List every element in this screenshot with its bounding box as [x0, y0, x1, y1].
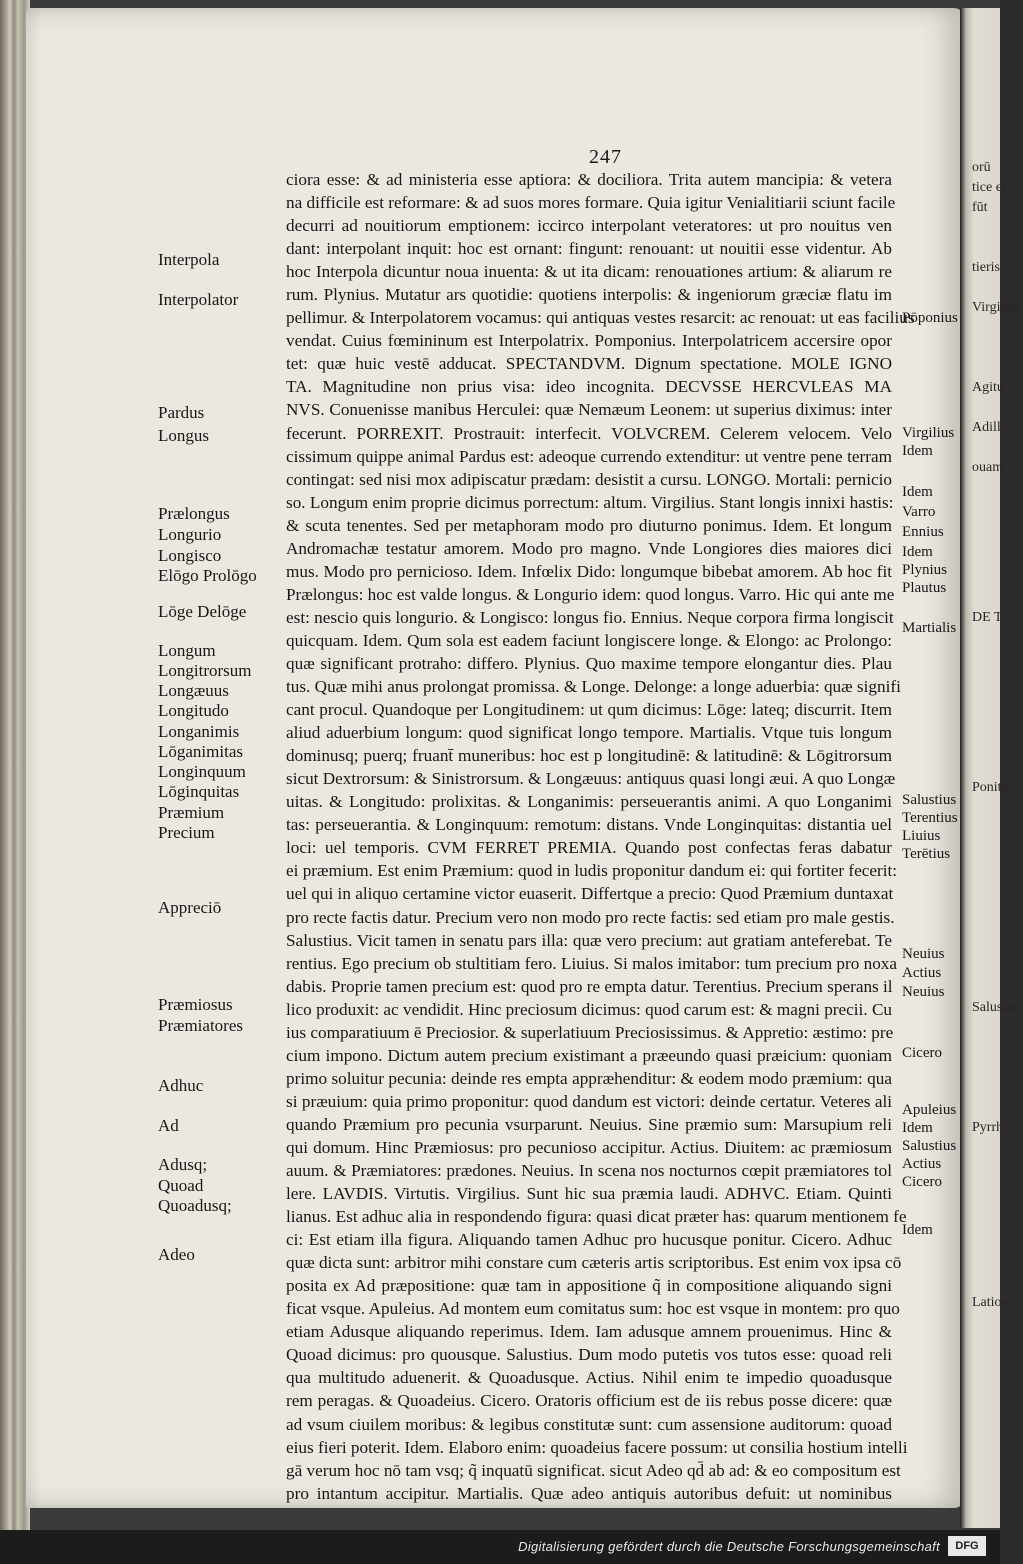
text-line: quæ dicta sunt: arbitror mihi constare cum cæteris artis scriptoribus. Est enim vox ipsa cō	[286, 1253, 902, 1273]
text-line: quicquam. Idem. Qum sola est eadem faciunt longiscere longe. & Elongo: ac Prolongo:	[286, 630, 892, 650]
marginal-keyword: Longanimis	[158, 722, 240, 741]
text-line: aliud aduerbium longum: quod significat longo tempore. Martialis. Vtque tuis longum	[286, 723, 892, 743]
marginal-source: Terētius	[902, 846, 951, 862]
marginal-source: Pōponius	[902, 310, 958, 326]
marginal-keyword: Quoad	[158, 1176, 204, 1195]
marginal-source: Idem	[902, 1120, 933, 1136]
body-text	[286, 168, 915, 1505]
text-line: tet: quæ huic vestē adducat. SPECTANDVM. Dignum spectatione. MOLE IGNO	[286, 354, 892, 374]
next-page-fragment: Salustius	[972, 1000, 1023, 1015]
text-line: sicut Dextrorsum: & Sinistrorsum. & Longæuus: antiquus quasi longi æui. A quo Longæ	[286, 769, 896, 789]
text-line: mus. Modo pro pernicioso. Idem. Infœlix Dido: longumque bibebat amorem. Ab hoc fit	[286, 561, 892, 581]
text-line: decurri ad nouitiorum emptionem: iccirco interpolant veteratores: ut pro nouitus ven	[286, 216, 892, 236]
next-page-fragment: tice et	[972, 180, 1006, 195]
next-page-fragment: DE T	[972, 610, 1003, 625]
marginal-keyword: Longum	[158, 641, 216, 660]
marginal-keyword: Appreciō	[158, 898, 222, 917]
marginal-source: Idem	[902, 1222, 933, 1238]
text-line: contingat: sed nisi mox adipiscatur prædam: desistit a cursu. LONGO. Mortali: pernicio	[286, 469, 892, 489]
text-line: Prælongus: hoc est valde longus. & Longurio idem: quod longus. Varro. Hic qui ante me	[286, 584, 895, 604]
text-line: ad vsum ciuilem moribus: & legibus constitutæ sunt: cum assensione auditorum: quoad	[286, 1414, 892, 1434]
next-page-fragment: Latiora	[972, 1295, 1013, 1310]
marginal-keyword: Interpolator	[158, 290, 239, 309]
text-line: pro intantum accipitur. Martialis. Quæ adeo antiquis autoribus defuit: ut nominibus	[286, 1483, 892, 1503]
marginal-keyword: Longus	[158, 426, 209, 445]
text-line: lico produxit: ac vendidit. Hinc preciosum dicimus: quod carum est: & magni precii. Cu	[286, 999, 892, 1019]
next-page-fragment: orū	[972, 160, 991, 175]
text-line: cissimum quippe animal Pardus est: adeoque currendo extenditur: ut ventre pene terram	[286, 446, 892, 466]
text-line: Andromachæ testatur amorem. Modo pro magno. Vnde Longiores dies maiores dici	[286, 538, 892, 558]
text-line: uitas. & Longitudo: prolixitas. & Longanimis: perseuerantis animi. A quo Longanimi	[286, 792, 892, 812]
marginal-source: Idem	[902, 544, 933, 560]
text-line: qui domum. Hinc Præmiosus: pro pecunioso accipitur. Actius. Diuitem: ac præmiosum	[286, 1137, 892, 1157]
marginal-source: Plynius	[902, 562, 948, 578]
marginal-source: Virgilius	[902, 425, 955, 441]
text-line: dominusq; puerq; fruant̄ muneribus: hoc est p longitudinē: & latitudinē: & Lōgitrorsum	[286, 746, 892, 766]
next-page-fragment: Virgilius	[972, 300, 1021, 315]
text-line: auum. & Præmiatores: prædones. Neuius. In scena nos nocturnos cœpit præmiatores tol	[286, 1161, 892, 1181]
text-line: pro recte factis datur. Precium vero non modo pro recte factis: sed etiam pro male gestis.	[286, 907, 895, 927]
text-line: Quoad dicimus: pro quousque. Salustius. Dum modo putetis vos tutos esse: quoad reli	[286, 1345, 892, 1365]
next-page-edge	[960, 8, 1023, 1528]
marginal-keyword: Pardus	[158, 403, 205, 422]
text-line: si præuium: quia primo proponitur: quod dandum est victori: deinde certatur. Veteres ali	[286, 1091, 892, 1111]
text-line: ius comparatiuum ē Preciosior. & superlatiuum Preciosissimus. & Appretio: æstimo: pre	[286, 1022, 894, 1042]
marginal-keyword: Longæuus	[158, 681, 229, 700]
marginal-keyword: Longinquum	[158, 762, 246, 781]
marginal-keyword: Lōge Delōge	[158, 602, 247, 621]
marginal-source: Martialis	[902, 620, 957, 636]
marginal-keyword: Ad	[158, 1116, 179, 1135]
text-line: etiam Adusque aliquando reperimus. Idem. Iam adusque amnem prouenimus. Hinc &	[286, 1322, 892, 1342]
marginal-source: Salustius	[902, 792, 957, 808]
marginal-keyword: Longurio	[158, 525, 222, 544]
marginal-source: Actius	[902, 1156, 942, 1172]
marginal-keyword: Præmiatores	[158, 1016, 243, 1035]
next-page-fragment: fūt	[972, 200, 988, 215]
text-line: hoc Interpola dicuntur noua inuenta: & ut ita dicam: renouationes artium: & aliarum re	[286, 262, 892, 282]
marginal-keyword: Interpola	[158, 250, 220, 269]
text-line: Salustius. Vicit tamen in senatu pars illa: quæ vero precium: aut gratiam anteferebat. Te	[286, 930, 892, 950]
marginal-keyword: Prælongus	[158, 504, 230, 523]
marginal-keyword: Adusq;	[158, 1155, 208, 1174]
text-line: & scuta tenentes. Sed per metaphoram modo pro diuturno ponimus. Idem. Et longum	[286, 515, 892, 535]
next-page-fragment: Adille	[972, 420, 1007, 435]
text-line: loci: uel temporis. CVM FERRET PREMIA. Quando post confectas feras dabatur	[286, 838, 892, 858]
text-line: uel qui in aliquo certamine victor euaserit. Differtque a precio: Quod Præmium duntaxat	[286, 884, 894, 904]
text-line: NVS. Conuenisse manibus Herculei: quæ Nemæum Leonem: ut superius diximus: inter	[286, 400, 892, 420]
text-line: ciora esse: & ad ministeria esse aptiora: & dociliora. Trita autem mancipia: & vetera	[286, 170, 892, 189]
marginal-source: Cicero	[902, 1174, 942, 1190]
marginal-keyword: Adeo	[158, 1245, 195, 1264]
footer-bar	[0, 1530, 1000, 1564]
marginal-keyword: Adhuc	[158, 1076, 204, 1095]
text-line: so. Longum enim proprie dicimus porrectum: altum. Virgilius. Stant longis innixi hastis:	[286, 492, 894, 512]
next-page-fragment: Pyrrho	[972, 1120, 1011, 1135]
text-line: gā verum hoc nō tam vsq; q̃ inquatū significat. sicut Adeo qd̄ ab ad: & eo compositum est	[286, 1460, 901, 1480]
text-line: est: nescio quis longurio. & Longisco: longus fio. Ennius. Neque corpora firma longiscit	[286, 607, 894, 627]
marginal-keyword: Lōganimitas	[158, 742, 243, 761]
marginal-source: Terentius	[902, 810, 958, 826]
marginal-source: Liuius	[902, 828, 941, 844]
marginal-source: Neuius	[902, 946, 945, 962]
marginal-source: Actius	[902, 965, 942, 981]
text-line: rem peragas. & Quoadeius. Cicero. Oratoris officium est de iis rebus posse dicere: quæ	[286, 1391, 892, 1411]
text-line: vendat. Cuius fœmininum est Interpolatrix. Pomponius. Interpolatricem accersire opor	[286, 331, 892, 351]
next-page-fragment: Ponitur	[972, 780, 1014, 795]
next-page-fragment: ouam	[972, 460, 1004, 475]
text-line: na difficile est reformare: & ad suos mores formare. Quia igitur Venialitiarii sciunt facile	[286, 193, 896, 213]
marginal-keyword: Præmium	[158, 803, 225, 822]
marginal-source: Plautus	[902, 580, 947, 596]
text-line: fecerunt. PORREXIT. Prostrauit: interfecit. VOLVCREM. Celerem velocem. Velo	[286, 423, 892, 443]
next-page-fragment: Agitu	[972, 380, 1004, 395]
text-line: posita ex Ad præpositione: quæ tam in appositione q̃ in compositione aliquando signi	[286, 1276, 892, 1296]
text-line: TA. Magnitudine non prius visa: ideo incognita. DECVSSE HERCVLEAS MA	[286, 377, 892, 397]
text-line: ei præmium. Est enim Præmium: quod in ludis proponitur dandum ei: qui fortiter fecerit:	[286, 861, 898, 881]
text-line: ficat vsque. Apuleius. Ad montem eum comitatus sum: hoc est vsque in montem: pro quo	[286, 1299, 900, 1319]
text-line: quæ significant protraho: differo. Plynius. Quo maxime tempore elongantur dies. Plau	[286, 653, 892, 673]
marginal-keyword: Longitrorsum	[158, 661, 252, 680]
text-line: ci: Est etiam illa figura. Aliquando tamen Adhuc pro hucusque ponitur. Cicero. Adhuc	[286, 1230, 892, 1250]
text-line: rum. Plynius. Mutatur ars quotidie: quotiens interpolis: & ingeniorum græciæ flatu im	[286, 285, 892, 305]
marginal-keyword: Longisco	[158, 546, 222, 565]
marginal-keyword: Longitudo	[158, 701, 229, 720]
text-line: pellimur. & Interpolatorem vocamus: qui antiquas vestes resarcit: ac renouat: ut eas facilius	[286, 308, 915, 328]
text-line: primo soluitur pecunia: deinde res empta appræhenditur: & eodem modo præmium: qua	[286, 1068, 892, 1088]
marginal-keyword: Quoadusq;	[158, 1196, 232, 1215]
page-number: 247	[589, 146, 622, 168]
text-line: dant: interpolant inquit: hoc est ornant: fingunt: renouant: ut nouitii esse videntur. Ab	[286, 239, 892, 259]
marginal-source: Neuius	[902, 984, 945, 1000]
text-line: tus. Quæ mihi anus prolongat promissa. & Longe. Delonge: a longe aduerbia: quæ signifi	[286, 677, 901, 697]
text-line: tas: perseuerantia. & Longinquum: remotum: distans. Vnde Longinquitas: distantia uel	[286, 815, 892, 835]
marginal-keyword: Precium	[158, 823, 215, 842]
marginal-source: Ennius	[902, 524, 944, 540]
marginal-source: Idem	[902, 484, 933, 500]
marginal-source: Varro	[902, 504, 936, 520]
marginal-source: Cicero	[902, 1045, 942, 1061]
marginal-source: Idem	[902, 443, 933, 459]
text-line: dabis. Proprie tamen precium est: quod pro re empta datur. Terentius. Precium sperans il	[286, 976, 893, 996]
footer-credit: Digitalisierung gefördert durch die Deutsche Forschungsgemeinschaft	[518, 1539, 940, 1554]
text-line: quando Præmium pro pecunia vsurparunt. Neuius. Sine præmio sum: Marsupium reli	[286, 1114, 892, 1134]
text-line: eius fieri poterit. Idem. Elaboro enim: quoadeius facere possum: ut consilia hostium intelli	[286, 1437, 908, 1457]
text-line: cant procul. Quandoque per Longitudinem: ut qum dicimus: Lōge: lateq; discurrit. Item	[286, 700, 892, 720]
text-line: qua multitudo aduenerit. & Quoadusque. Actius. Nihil enim te impedio quoadusque	[286, 1368, 892, 1388]
marginal-keyword: Lōginquitas	[158, 782, 240, 801]
marginal-source: Apuleius	[902, 1102, 957, 1118]
marginal-keyword: Præmiosus	[158, 995, 233, 1014]
text-line: cium impono. Dictum autem precium existimant a præeundo quasi præicium: quoniam	[286, 1045, 892, 1065]
text-line: rentius. Ego precium ob stultitiam fero. Liuius. Si malos imitabor: tum precium pro noxa	[286, 953, 898, 973]
text-line: lere. LAVDIS. Virtutis. Virgilius. Sunt hic sua præmia laudi. ADHVC. Etiam. Quinti	[286, 1184, 892, 1204]
dfg-logo: DFG	[948, 1536, 986, 1556]
next-page-fragment: tieris	[972, 260, 1000, 275]
text-line: lianus. Est adhuc alia in respondendo figura: quasi dicat præter has: quarum mentionem fe	[286, 1207, 907, 1227]
marginal-source: Salustius	[902, 1138, 957, 1154]
marginal-keyword: Elōgo Prolōgo	[158, 566, 257, 585]
